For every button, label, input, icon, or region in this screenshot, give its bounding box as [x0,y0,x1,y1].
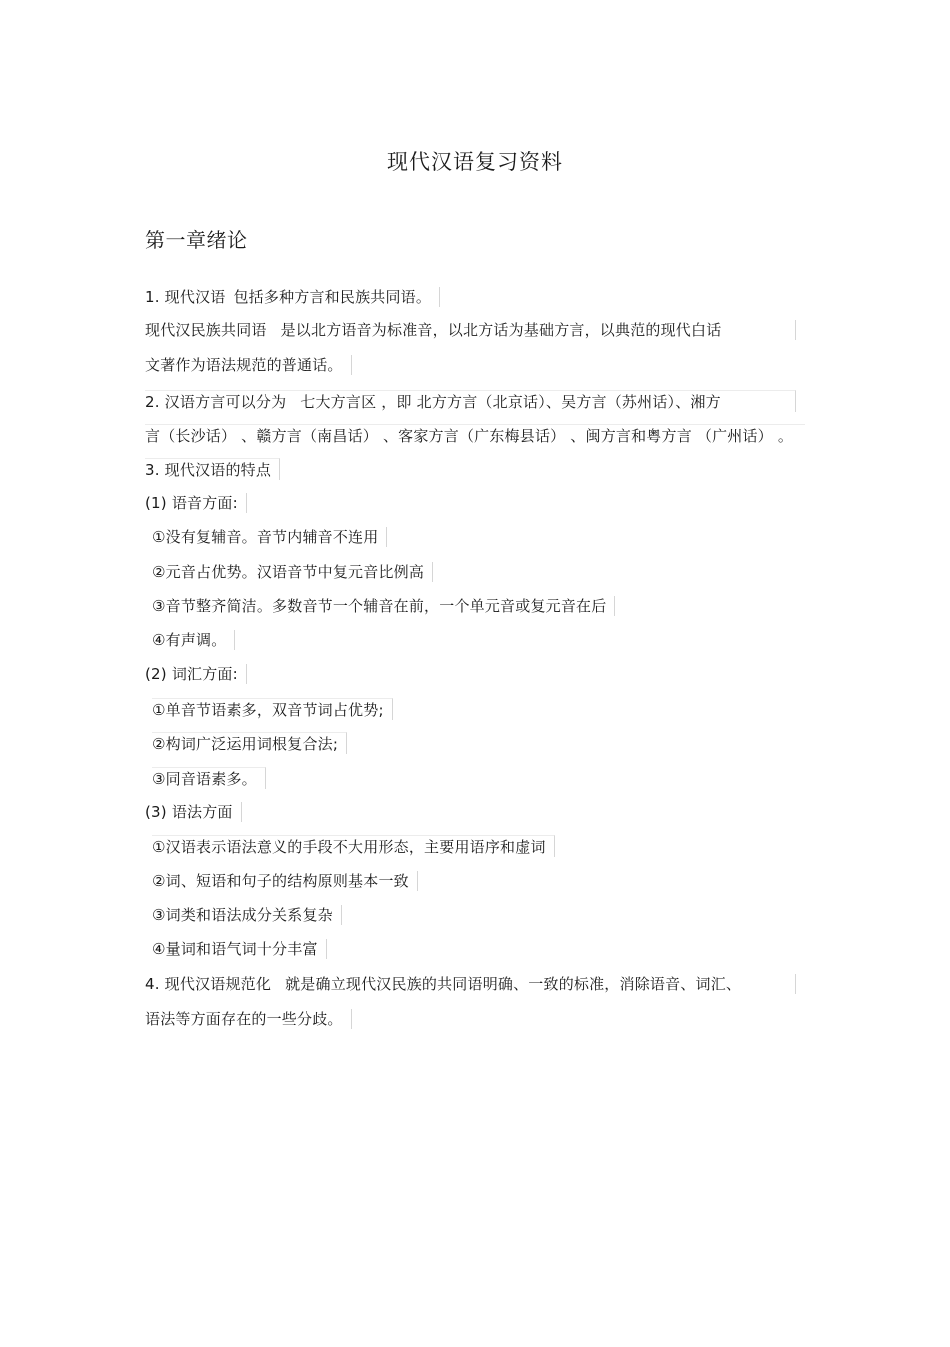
paragraph-1-definition: 是以北方语音为标准音，以北方话为基础方言，以典范的现代白话 [280,321,722,339]
paragraph-1-line-1 [145,287,440,307]
phonetics-item-4: ④有声调。 [152,630,235,650]
term-common-language: 现代汉民族共同语 [145,321,267,339]
paragraph-1-line-2 [145,320,796,340]
grammar-heading: (3) 语法方面 [145,802,242,822]
document-title: 现代汉语复习资料 [387,150,563,174]
standardization-definition: 就是确立现代汉民族的共同语明确、一致的标准，消除语音、词汇、 [285,975,742,993]
chapter-heading: 第一章绪论 [145,228,248,252]
term-standardization: 4. 现代汉语规范化 [145,975,272,993]
phonetics-heading: (1) 语音方面: [145,493,247,513]
vocabulary-item-2: ②构词广泛运用词根复合法; [152,732,347,754]
paragraph-1-text: 包括多种方言和民族共同语。 [233,288,432,306]
paragraph-1-line-3: 文著作为语法规范的普通话。 [145,355,352,375]
paragraph-4-line-2: 语法等方面存在的一些分歧。 [145,1009,352,1029]
grammar-item-1: ①汉语表示语法意义的手段不大用形态，主要用语序和虚词 [152,835,555,857]
phonetics-item-1: ①没有复辅音。音节内辅音不连用 [152,527,387,547]
vocabulary-heading: (2) 词汇方面: [145,664,247,684]
phonetics-item-2: ②元音占优势。汉语音节中复元音比例高 [152,562,433,582]
phonetics-item-3: ③音节整齐简洁。多数音节一个辅音在前，一个单元音或复元音在后 [152,596,615,616]
paragraph-2-line-2: 言（长沙话） 、赣方言（南昌话） 、客家方言（广东梅县话） 、闽方言和粤方言 （广州话） 。 [145,424,805,446]
vocabulary-item-3: ③同音语素多。 [152,767,266,789]
term-modern-chinese: 1. 现代汉语 [145,288,226,306]
paragraph-4-line-1 [145,974,796,994]
paragraph-2-line-1 [145,390,796,412]
dialects-list: 七大方言区 ，即 北方方言（北京话）、吴方言（苏州话）、湘方 [300,393,721,411]
grammar-item-4: ④量词和语气词十分丰富 [152,939,327,959]
grammar-item-2: ②词、短语和句子的结构原则基本一致 [152,871,418,891]
grammar-item-3: ③词类和语法成分关系复杂 [152,905,342,925]
vocabulary-item-1: ①单音节语素多，双音节词占优势; [152,698,393,720]
dialects-intro: 2. 汉语方言可以分为 [145,393,287,411]
features-heading: 3. 现代汉语的特点 [145,458,280,480]
